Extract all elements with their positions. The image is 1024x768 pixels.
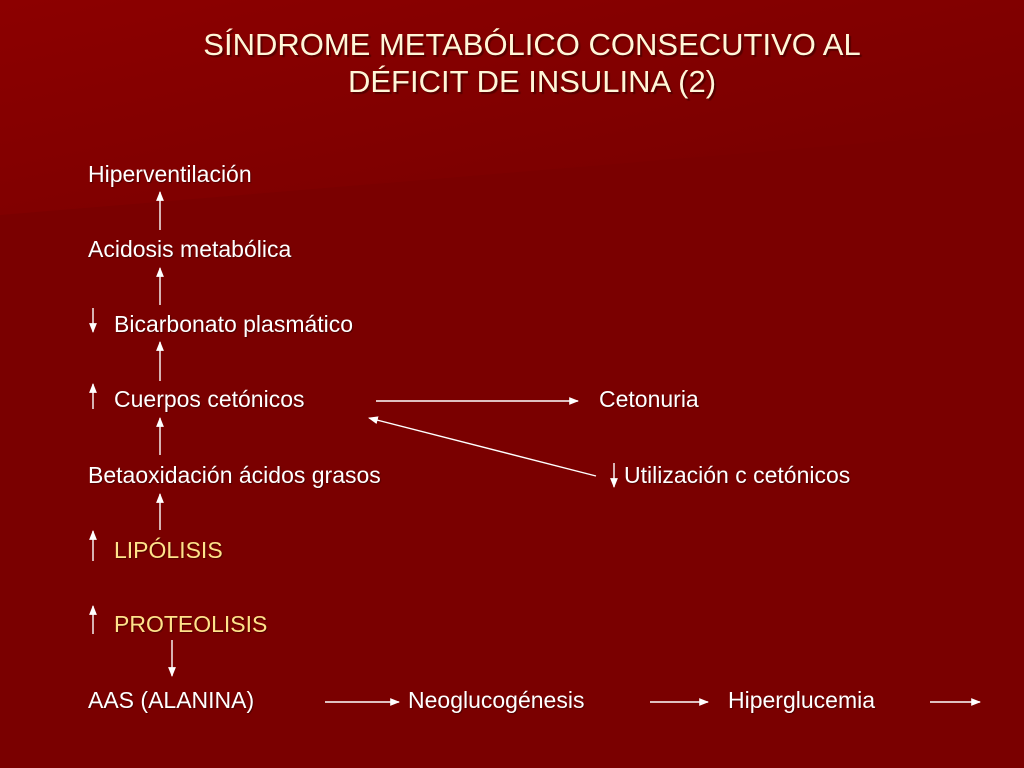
node-acidosis-metabolica: Acidosis metabólica xyxy=(88,236,292,262)
node-cuerpos-cetonicos: Cuerpos cetónicos xyxy=(114,386,305,412)
slide-title-line-2: DÉFICIT DE INSULINA (2) xyxy=(347,64,717,99)
node-betaoxidacion: Betaoxidación ácidos grasos xyxy=(88,462,381,488)
node-aas-alanina: AAS (ALANINA) xyxy=(88,687,255,713)
node-utilizacion-cetonicos: Utilización c cetónicos xyxy=(624,462,851,488)
node-cetonuria: Cetonuria xyxy=(599,386,699,412)
slide-title-line-1: SÍNDROME METABÓLICO CONSECUTIVO AL xyxy=(203,27,861,62)
node-lipolisis: LIPÓLISIS xyxy=(114,537,223,563)
node-neoglucogenesis: Neoglucogénesis xyxy=(408,687,585,713)
node-hiperventilacion: Hiperventilación xyxy=(88,161,252,187)
arrow-utilizacion-to-cuerpos xyxy=(369,418,596,476)
node-bicarbonato-plasmatico: Bicarbonato plasmático xyxy=(114,311,354,337)
node-hiperglucemia: Hiperglucemia xyxy=(728,687,876,713)
node-proteolisis: PROTEOLISIS xyxy=(114,611,268,637)
